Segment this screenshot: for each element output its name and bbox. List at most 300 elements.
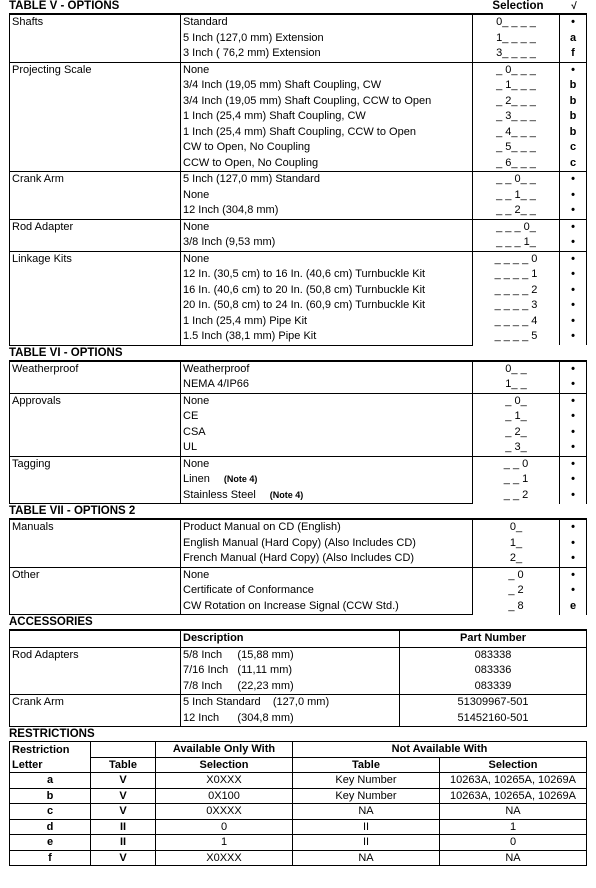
option-code: _ _ 1_ _ — [473, 188, 560, 204]
accessory-row — [10, 711, 587, 727]
option-category — [10, 203, 181, 219]
option-code: _ 2_ _ _ — [473, 94, 560, 110]
option-description — [181, 377, 473, 393]
option-row — [10, 78, 587, 94]
selection-header: Selection — [492, 0, 544, 12]
not-available-selection: 0 — [440, 835, 587, 851]
table6-title: TABLE VI - OPTIONS — [9, 346, 123, 359]
option-description — [181, 156, 473, 172]
option-row — [10, 377, 587, 393]
option-category — [10, 314, 181, 330]
option-row — [10, 109, 587, 125]
option-description — [181, 109, 473, 125]
option-restriction-mark: • — [560, 235, 587, 251]
option-category: Linkage Kits — [10, 251, 181, 267]
table5-header — [9, 0, 587, 14]
option-code: _ _ _ 1_ — [473, 235, 560, 251]
option-row — [10, 520, 587, 536]
option-code: _ 0 — [473, 567, 560, 583]
option-category — [10, 188, 181, 204]
option-row — [10, 361, 587, 377]
option-row — [10, 283, 587, 299]
option-description-text: Stainless Steel — [183, 488, 256, 501]
option-code: _ _ 0_ _ — [473, 172, 560, 188]
option-description-text: 1 Inch (25,4 mm) Shaft Coupling, CCW to Open — [183, 125, 416, 138]
option-description — [181, 15, 473, 31]
accessory-description: 7/16 Inch (11,11 mm) — [181, 663, 400, 679]
option-restriction-mark: • — [560, 583, 587, 599]
option-description — [181, 235, 473, 251]
option-description — [181, 283, 473, 299]
option-description — [181, 314, 473, 330]
restriction-header: Restriction — [10, 742, 91, 758]
option-restriction-mark: • — [560, 283, 587, 299]
option-restriction-mark: b — [560, 125, 587, 141]
option-row — [10, 251, 587, 267]
option-description-text: 16 In. (40,6 cm) to 20 In. (50,8 cm) Turnbuckle Kit — [183, 283, 426, 296]
option-description — [181, 251, 473, 267]
option-description-text: CW Rotation on Increase Signal (CCW Std.) — [183, 599, 399, 612]
option-description — [181, 203, 473, 219]
option-code: _ _ 1 — [473, 472, 560, 488]
option-category: Approvals — [10, 393, 181, 409]
option-description — [181, 551, 473, 567]
option-category: Shafts — [10, 15, 181, 31]
check-header: √ — [571, 1, 577, 12]
option-restriction-mark: c — [560, 156, 587, 172]
accessory-part-number: 083336 — [400, 663, 587, 679]
letter-header: Letter — [10, 757, 91, 773]
option-description-text: CCW to Open, No Coupling — [183, 156, 319, 169]
option-description — [181, 409, 473, 425]
option-description-text: UL — [183, 441, 198, 453]
option-category: Rod Adapter — [10, 219, 181, 235]
option-code: _ _ _ _ 2 — [473, 283, 560, 299]
option-row — [10, 267, 587, 283]
option-description-text: None — [183, 252, 210, 265]
option-restriction-mark: • — [560, 520, 587, 536]
option-category — [10, 329, 181, 345]
option-description-text: 12 Inch (304,8 mm) — [183, 204, 279, 216]
restriction-letter: d — [10, 819, 91, 835]
not-available-selection: NA — [440, 804, 587, 820]
available-table: V — [91, 804, 156, 820]
option-category — [10, 536, 181, 552]
option-description-text: CW to Open, No Coupling — [183, 141, 311, 153]
option-restriction-mark: • — [560, 377, 587, 393]
option-code: _ 2_ — [473, 425, 560, 441]
option-category — [10, 425, 181, 441]
not-available-selection: 10263A, 10265A, 10269A — [440, 773, 587, 789]
option-row — [10, 536, 587, 552]
option-category — [10, 472, 181, 488]
available-selection: 0XXXX — [156, 804, 293, 820]
accessory-part-number: 083338 — [400, 647, 587, 663]
accessory-category — [10, 711, 181, 727]
table7-options — [9, 519, 587, 615]
accessories-blank — [10, 631, 181, 648]
option-description — [181, 267, 473, 283]
option-description-text: 1 Inch (25,4 mm) Shaft Coupling, CW — [183, 110, 366, 122]
option-description — [181, 567, 473, 583]
option-code: _ _ _ _ 4 — [473, 314, 560, 330]
option-description-text: Product Manual on CD (English) — [183, 521, 341, 533]
table6-header — [9, 347, 587, 361]
option-row — [10, 567, 587, 583]
option-row — [10, 235, 587, 251]
option-description — [181, 329, 473, 345]
accessories-header — [9, 616, 587, 630]
option-description-text: 3 Inch ( 76,2 mm) Extension — [183, 47, 321, 59]
option-category — [10, 109, 181, 125]
option-row — [10, 409, 587, 425]
option-row — [10, 329, 587, 345]
option-description-text: None — [183, 457, 210, 470]
option-code: 0_ _ _ _ — [473, 15, 560, 31]
restriction-row — [10, 804, 587, 820]
option-description — [181, 583, 473, 599]
table7-header — [9, 505, 587, 519]
part-number-header: Part Number — [400, 631, 587, 648]
option-row — [10, 219, 587, 235]
option-category — [10, 583, 181, 599]
option-description-text: CE — [183, 410, 199, 422]
option-row — [10, 425, 587, 441]
option-restriction-mark: • — [560, 567, 587, 583]
restriction-letter: e — [10, 835, 91, 851]
option-row — [10, 203, 587, 219]
option-category — [10, 298, 181, 314]
not-available-table: NA — [293, 850, 440, 866]
option-category — [10, 409, 181, 425]
accessory-description: 5 Inch Standard (127,0 mm) — [181, 695, 400, 711]
option-restriction-mark: • — [560, 15, 587, 31]
option-row — [10, 172, 587, 188]
option-description — [181, 62, 473, 78]
available-header: Available Only With — [156, 742, 293, 758]
option-restriction-mark: • — [560, 361, 587, 377]
option-description-text: 1.5 Inch (38,1 mm) Pipe Kit — [183, 330, 317, 342]
option-restriction-mark: • — [560, 425, 587, 441]
accessory-row — [10, 663, 587, 679]
option-restriction-mark: • — [560, 203, 587, 219]
option-description — [181, 456, 473, 472]
option-note: (Note 4) — [269, 489, 304, 500]
not-available-selection: NA — [440, 850, 587, 866]
selection-header-1: Selection — [156, 757, 293, 773]
option-code: 2_ — [473, 551, 560, 567]
accessory-row — [10, 695, 587, 711]
option-restriction-mark: • — [560, 251, 587, 267]
option-category — [10, 235, 181, 251]
option-category — [10, 125, 181, 141]
option-description-text: Linen — [183, 473, 210, 485]
option-description — [181, 46, 473, 62]
accessory-row — [10, 647, 587, 663]
option-row — [10, 140, 587, 156]
not-available-selection: 10263A, 10265A, 10269A — [440, 788, 587, 804]
accessory-part-number: 51452160-501 — [400, 711, 587, 727]
option-description-text: CSA — [183, 425, 206, 438]
option-description-text: None — [183, 394, 210, 407]
option-description — [181, 361, 473, 377]
available-table: V — [91, 788, 156, 804]
option-code: _ _ _ _ 3 — [473, 298, 560, 314]
option-code: 0_ — [473, 520, 560, 536]
option-code: _ _ 2_ _ — [473, 203, 560, 219]
option-row — [10, 31, 587, 47]
restriction-letter: f — [10, 850, 91, 866]
option-restriction-mark: a — [560, 31, 587, 47]
option-restriction-mark: • — [560, 298, 587, 314]
option-restriction-mark: c — [560, 140, 587, 156]
option-category: Tagging — [10, 456, 181, 472]
available-table: V — [91, 850, 156, 866]
option-restriction-mark: • — [560, 172, 587, 188]
option-code: _ 2 — [473, 583, 560, 599]
option-code: _ _ _ 0_ — [473, 219, 560, 235]
option-category — [10, 156, 181, 172]
option-restriction-mark: e — [560, 599, 587, 615]
restrictions-title: RESTRICTIONS — [9, 728, 95, 740]
option-description-text: None — [183, 220, 210, 233]
option-category — [10, 551, 181, 567]
option-description-text: None — [183, 568, 210, 581]
option-code: _ 3_ — [473, 440, 560, 456]
available-table: II — [91, 835, 156, 851]
option-row — [10, 46, 587, 62]
table-header-2: Table — [293, 757, 440, 773]
option-code: 1_ — [473, 536, 560, 552]
option-category — [10, 78, 181, 94]
option-description-text: 5 Inch (127,0 mm) Extension — [183, 31, 324, 44]
option-description-text: 12 In. (30,5 cm) to 16 In. (40,6 cm) Turnbuckle Kit — [183, 268, 426, 280]
option-restriction-mark: • — [560, 314, 587, 330]
option-category: Manuals — [10, 520, 181, 536]
accessories-table — [9, 630, 587, 727]
option-restriction-mark: • — [560, 219, 587, 235]
accessory-description: 12 Inch (304,8 mm) — [181, 711, 400, 727]
table-header-1: Table — [91, 757, 156, 773]
option-row — [10, 551, 587, 567]
option-category — [10, 94, 181, 110]
option-category — [10, 140, 181, 156]
option-description-text: None — [183, 188, 210, 201]
restriction-row — [10, 773, 587, 789]
option-restriction-mark: • — [560, 329, 587, 345]
option-description — [181, 78, 473, 94]
option-restriction-mark: • — [560, 488, 587, 504]
selection-header-2: Selection — [440, 757, 587, 773]
option-category: Projecting Scale — [10, 62, 181, 78]
option-row — [10, 15, 587, 31]
option-description — [181, 298, 473, 314]
option-category: Weatherproof — [10, 361, 181, 377]
restriction-row — [10, 788, 587, 804]
accessory-category: Crank Arm — [10, 695, 181, 711]
accessory-part-number: 51309967-501 — [400, 695, 587, 711]
accessory-category — [10, 663, 181, 679]
restriction-letter: c — [10, 804, 91, 820]
option-note: (Note 4) — [223, 474, 258, 484]
option-code: _ 5_ _ _ — [473, 140, 560, 156]
option-restriction-mark: • — [560, 409, 587, 425]
option-restriction-mark: • — [560, 536, 587, 552]
not-available-selection: 1 — [440, 819, 587, 835]
option-category — [10, 377, 181, 393]
option-restriction-mark: • — [560, 440, 587, 456]
option-code: 1_ _ — [473, 377, 560, 393]
option-description-text: None — [183, 63, 210, 76]
accessory-description: 5/8 Inch (15,88 mm) — [181, 647, 400, 663]
option-row — [10, 125, 587, 141]
available-selection: 0 — [156, 819, 293, 835]
option-code: _ 0_ _ _ — [473, 62, 560, 78]
option-row — [10, 156, 587, 172]
not-available-table: Key Number — [293, 788, 440, 804]
option-description — [181, 520, 473, 536]
option-restriction-mark: b — [560, 78, 587, 94]
accessory-description: 7/8 Inch (22,23 mm) — [181, 679, 400, 695]
option-row — [10, 440, 587, 456]
option-code: _ _ 0 — [473, 456, 560, 472]
option-description-text: Certificate of Conformance — [183, 584, 314, 596]
restriction-letter: b — [10, 788, 91, 804]
option-row — [10, 62, 587, 78]
option-code: _ 3_ _ _ — [473, 109, 560, 125]
option-row — [10, 488, 587, 504]
option-row — [10, 456, 587, 472]
accessories-title: ACCESSORIES — [9, 616, 93, 628]
option-row — [10, 314, 587, 330]
option-code: _ 8 — [473, 599, 560, 615]
option-description-text: Weatherproof — [183, 362, 250, 375]
description-header: Description — [181, 631, 400, 648]
available-selection: X0XXX — [156, 773, 293, 789]
option-description-text: Standard — [183, 16, 228, 28]
option-description — [181, 125, 473, 141]
option-category — [10, 31, 181, 47]
option-description — [181, 536, 473, 552]
table7-title: TABLE VII - OPTIONS 2 — [9, 505, 136, 517]
option-restriction-mark: • — [560, 62, 587, 78]
table5-options — [9, 14, 587, 346]
option-category — [10, 267, 181, 283]
option-category — [10, 283, 181, 299]
option-code: 3_ _ _ _ — [473, 46, 560, 62]
option-code: _ 1_ _ _ — [473, 78, 560, 94]
not-available-table: NA — [293, 804, 440, 820]
option-row — [10, 472, 587, 488]
option-code: _ _ _ _ 0 — [473, 251, 560, 267]
option-description-text: 5 Inch (127,0 mm) Standard — [183, 173, 320, 185]
restrictions-table — [9, 741, 587, 866]
table5-title: TABLE V - OPTIONS — [9, 0, 120, 12]
option-description — [181, 140, 473, 156]
option-row — [10, 298, 587, 314]
option-row — [10, 583, 587, 599]
option-description — [181, 31, 473, 47]
option-description — [181, 94, 473, 110]
option-category: Crank Arm — [10, 172, 181, 188]
option-restriction-mark: b — [560, 94, 587, 110]
accessory-row — [10, 679, 587, 695]
available-table: V — [91, 773, 156, 789]
option-restriction-mark: • — [560, 393, 587, 409]
option-code: _ _ _ _ 5 — [473, 329, 560, 345]
option-description-text: 20 In. (50,8 cm) to 24 In. (60,9 cm) Turnbuckle Kit — [183, 299, 426, 311]
accessory-category: Rod Adapters — [10, 647, 181, 663]
option-description-text: NEMA 4/IP66 — [183, 378, 250, 390]
option-description — [181, 172, 473, 188]
option-code: _ _ 2 — [473, 488, 560, 504]
option-restriction-mark: • — [560, 551, 587, 567]
option-description-text: French Manual (Hard Copy) (Also Includes CD) — [183, 552, 415, 564]
restriction-row — [10, 819, 587, 835]
available-selection: X0XXX — [156, 850, 293, 866]
option-code: 1_ _ _ _ — [473, 31, 560, 47]
option-restriction-mark: • — [560, 456, 587, 472]
available-table: II — [91, 819, 156, 835]
option-code: 0_ _ — [473, 361, 560, 377]
option-category: Other — [10, 567, 181, 583]
option-description — [181, 425, 473, 441]
option-description-text: English Manual (Hard Copy) (Also Includes CD) — [183, 536, 416, 549]
restriction-row — [10, 850, 587, 866]
not-available-table: II — [293, 819, 440, 835]
option-description-text: 3/4 Inch (19,05 mm) Shaft Coupling, CCW to Open — [183, 94, 432, 107]
restrictions-header — [9, 728, 587, 741]
table6-options — [9, 361, 587, 505]
option-code: _ 4_ _ _ — [473, 125, 560, 141]
option-category — [10, 488, 181, 504]
not-available-table: Key Number — [293, 773, 440, 789]
option-description — [181, 472, 473, 488]
option-code: _ 0_ — [473, 393, 560, 409]
accessory-part-number: 083339 — [400, 679, 587, 695]
option-restriction-mark: • — [560, 188, 587, 204]
option-restriction-mark: b — [560, 109, 587, 125]
option-description — [181, 488, 473, 504]
option-restriction-mark: • — [560, 267, 587, 283]
option-category — [10, 440, 181, 456]
option-restriction-mark: • — [560, 472, 587, 488]
accessory-category — [10, 679, 181, 695]
not-available-header: Not Available With — [293, 742, 587, 758]
option-description — [181, 440, 473, 456]
option-description-text: 3/4 Inch (19,05 mm) Shaft Coupling, CW — [183, 79, 382, 91]
option-row — [10, 599, 587, 615]
restriction-row — [10, 835, 587, 851]
option-row — [10, 393, 587, 409]
option-description-text: 1 Inch (25,4 mm) Pipe Kit — [183, 314, 308, 327]
option-description — [181, 188, 473, 204]
not-available-table: II — [293, 835, 440, 851]
option-code: _ _ _ _ 1 — [473, 267, 560, 283]
option-code: _ 6_ _ _ — [473, 156, 560, 172]
restriction-letter: a — [10, 773, 91, 789]
option-code: _ 1_ — [473, 409, 560, 425]
option-description — [181, 393, 473, 409]
option-restriction-mark: f — [560, 46, 587, 62]
option-description — [181, 599, 473, 615]
available-selection: 0X100 — [156, 788, 293, 804]
available-selection: 1 — [156, 835, 293, 851]
option-row — [10, 188, 587, 204]
option-description-text: 3/8 Inch (9,53 mm) — [183, 236, 276, 248]
option-description — [181, 219, 473, 235]
option-category — [10, 599, 181, 615]
